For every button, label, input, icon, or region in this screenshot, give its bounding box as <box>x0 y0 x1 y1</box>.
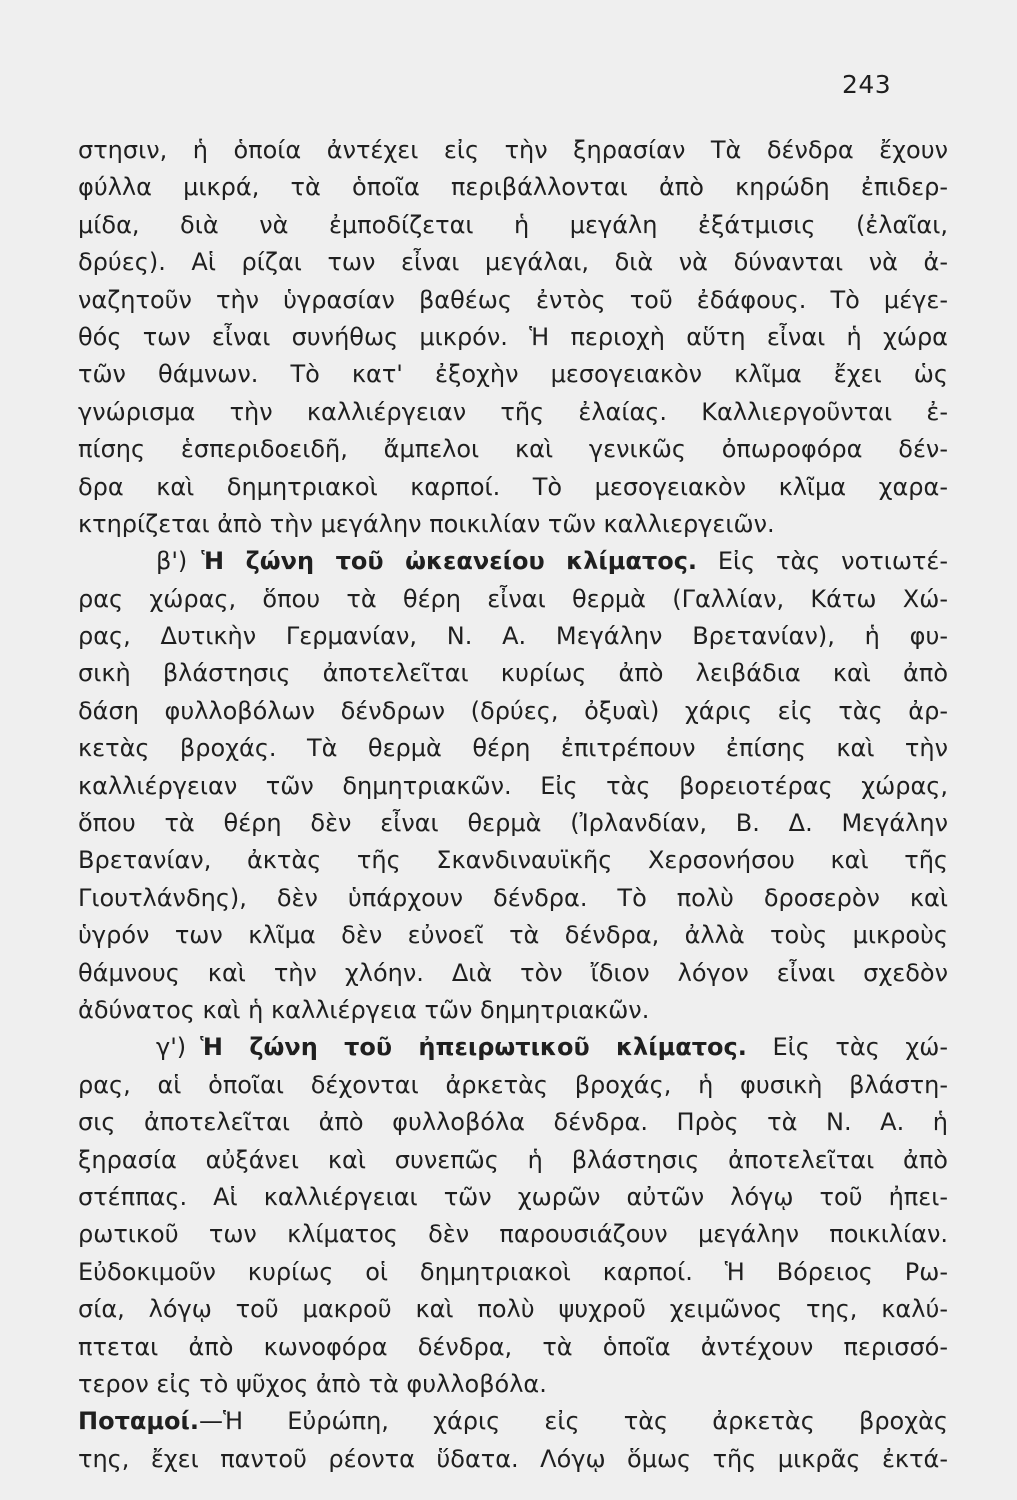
text-line: κτηρίζεται ἀπὸ τὴν μεγάλην ποικιλίαν τῶν καλλιεργειῶν. <box>78 509 775 538</box>
text-line: ρωτικοῦ των κλίματος δὲν παρουσιάζουν μεγάλην ποικιλίαν. <box>78 1220 948 1249</box>
text-line: ρας, Δυτικὴν Γερμανίαν, Ν. Α. Μεγάλην Βρετανίαν), ἡ φυ- <box>78 622 948 651</box>
text-line: δρύες). Αἱ ρίζαι των εἶναι μεγάλαι, διὰ νὰ δύνανται νὰ ἀ- <box>78 248 948 277</box>
text-line: Εὐδοκιμοῦν κυρίως οἱ δημητριακοὶ καρποί. Ἡ Βόρειος Ρω- <box>78 1257 948 1286</box>
text-line: μίδα, διὰ νὰ ἐμποδίζεται ἡ μεγάλη ἐξάτμισις (ἐλαῖαι, <box>78 210 948 239</box>
text-line: ὅπου τὰ θέρη δὲν εἶναι θερμὰ (Ἰρλανδίαν, Β. Δ. Μεγάλην <box>78 809 948 838</box>
text-line: στέππας. Αἱ καλλιέργειαι τῶν χωρῶν αὐτῶν λόγῳ τοῦ ἠπει- <box>78 1182 948 1211</box>
section-heading: Ἡ ζώνη τοῦ ὠκεανείου κλίματος. <box>201 547 698 576</box>
text-line: στησιν, ἡ ὁποία ἀντέχει εἰς τὴν ξηρασίαν Τὰ δένδρα ἔχουν <box>78 136 948 164</box>
text-line: σία, λόγῳ τοῦ μακροῦ καὶ πολὺ ψυχροῦ χειμῶνος της, καλύ- <box>78 1295 948 1324</box>
text-line: ναζητοῦν τὴν ὑγρασίαν βαθέως ἐντὸς τοῦ ἐδάφους. Τὸ μέγε- <box>78 285 948 314</box>
text-line: τῶν θάμνων. Τὸ κατ' ἐξοχὴν μεσογειακὸν κλῖμα ἔχει ὡς <box>78 360 948 389</box>
section-heading-line <box>78 1403 948 1440</box>
text-line: γνώρισμα τὴν καλλιέργειαν τῆς ἐλαίας. Καλλιεργοῦνται ἐ- <box>78 397 948 426</box>
text-line: Βρετανίαν, ἀκτὰς τῆς Σκανδιναυϊκῆς Χερσονήσου καὶ τῆς <box>78 846 948 875</box>
text-line: κετὰς βροχάς. Τὰ θερμὰ θέρη ἐπιτρέπουν ἐπίσης καὶ τὴν <box>78 734 948 763</box>
text-line: ξηρασία αὐξάνει καὶ συνεπῶς ἡ βλάστησις ἀποτελεῖται ἀπὸ <box>78 1145 948 1174</box>
section-heading: Ἡ ζώνη τοῦ ἠπειρωτικοῦ κλίματος. <box>200 1033 747 1062</box>
text-line: πίσης ἑσπεριδοειδῆ, ἄμπελοι καὶ γενικῶς ὀπωροφόρα δέν- <box>78 435 948 464</box>
text-line: σις ἀποτελεῖται ἀπὸ φυλλοβόλα δένδρα. Πρὸς τὰ Ν. Α. ἡ <box>78 1108 948 1137</box>
section-heading: Ποταμοί. <box>78 1407 199 1436</box>
section-heading-line <box>78 1029 948 1066</box>
text-fragment: —Ἡ Εὐρώπη, χάρις εἰς τὰς ἀρκετὰς βροχὰς <box>199 1407 948 1436</box>
text-line: δάση φυλλοβόλων δένδρων (δρύες, ὀξυαὶ) χάρις εἰς τὰς ἀρ- <box>78 696 948 725</box>
body-text <box>78 132 948 1478</box>
text-line: θάμνους καὶ τὴν χλόην. Διὰ τὸν ἴδιον λόγον εἶναι σχεδὸν <box>78 958 948 987</box>
text-line: ρας, αἱ ὁποῖαι δέχονται ἀρκετὰς βροχάς, ἡ φυσικὴ βλάστη- <box>78 1070 948 1099</box>
text-line: φύλλα μικρά, τὰ ὁποῖα περιβάλλονται ἀπὸ κηρώδη ἐπιδερ- <box>78 173 948 202</box>
text-line: ὑγρόν των κλῖμα δὲν εὐνοεῖ τὰ δένδρα, ἀλλὰ τοὺς μικροὺς <box>78 921 948 950</box>
text-line: καλλιέργειαν τῶν δημητριακῶν. Εἰς τὰς βορειοτέρας χώρας, <box>78 771 948 800</box>
text-line: της, ἔχει παντοῦ ρέοντα ὕδατα. Λόγῳ ὅμως τῆς μικρᾶς ἐκτά- <box>78 1444 948 1473</box>
text-fragment: Εἰς τὰς νοτιωτέ- <box>717 547 949 576</box>
text-line: τερον εἰς τὸ ψῦχος ἀπὸ τὰ φυλλοβόλα. <box>78 1369 547 1398</box>
page-number: 243 <box>842 70 892 99</box>
section-label: β') <box>156 547 188 576</box>
text-line: σικὴ βλάστησις ἀποτελεῖται κυρίως ἀπὸ λειβάδια καὶ ἀπὸ <box>78 659 948 688</box>
text-line: Γιουτλάνδης), δὲν ὑπάρχουν δένδρα. Τὸ πολὺ δροσερὸν καὶ <box>78 883 948 912</box>
text-line: πτεται ἀπὸ κωνοφόρα δένδρα, τὰ ὁποῖα ἀντέχουν περισσό- <box>78 1332 948 1361</box>
section-heading-line <box>78 543 948 580</box>
section-label: γ') <box>156 1033 187 1062</box>
text-line: θός των εἶναι συνήθως μικρόν. Ἡ περιοχὴ αὕτη εἶναι ἡ χώρα <box>78 322 948 351</box>
text-line: ἀδύνατος καὶ ἡ καλλιέργεια τῶν δημητριακῶν. <box>78 995 650 1024</box>
text-line: δρα καὶ δημητριακοὶ καρποί. Τὸ μεσογειακὸν κλῖμα χαρα- <box>78 472 948 501</box>
text-fragment: Εἰς τὰς χώ- <box>772 1033 948 1062</box>
text-line: ρας χώρας, ὅπου τὰ θέρη εἶναι θερμὰ (Γαλλίαν, Κάτω Χώ- <box>78 584 948 613</box>
